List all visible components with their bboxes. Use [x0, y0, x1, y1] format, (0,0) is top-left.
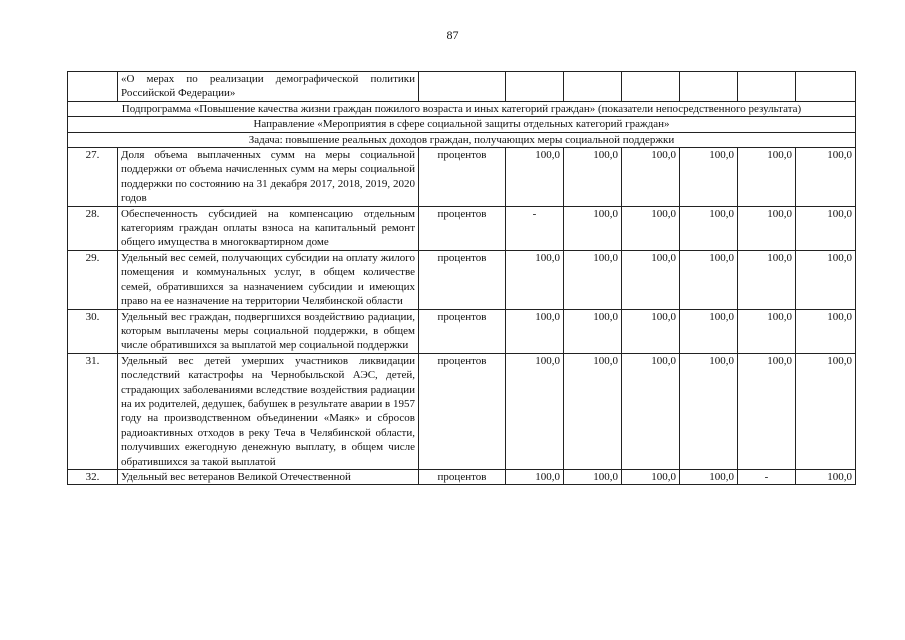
value-cell: 100,0: [738, 250, 796, 309]
empty-cell: [506, 72, 564, 102]
subprogram-heading: Подпрограмма «Повышение качества жизни граждан пожилого возраста и иных категорий граждан» (показатели непосредственного результата): [68, 101, 856, 116]
value-cell: 100,0: [506, 309, 564, 353]
page-number: 87: [446, 28, 459, 42]
value-cell: 100,0: [738, 309, 796, 353]
indicator-name: Удельный вес детей умерших участников ликвидации последствий катастрофы на Чернобыльской АЭС, детей, страдающих заболеваниями вследствие воздействия радиации на их родителей, дедушек, бабушек в результате аварии в 1957 году на производственном объединении «Маяк» и сбросов радиоактивных отходов в реку Теча в Челябинской области, получивших ежегодную денежную выплату, в общем числе обратившихся за такой выплатой: [118, 353, 419, 469]
indicator-name: Доля объема выплаченных сумм на меры социальной поддержки от объема начисленных сумм на меры социальной поддержки по состоянию на 31 декабря 2017, 2018, 2019, 2020 годов: [118, 148, 419, 207]
value-cell: 100,0: [680, 206, 738, 250]
value-cell: 100,0: [622, 206, 680, 250]
indicator-name: Удельный вес граждан, подвергшихся воздействию радиации, которым выплачены меры социальной поддержки, в общем числе обратившихся за выплатой мер социальной поддержки: [118, 309, 419, 353]
empty-cell: [68, 72, 118, 102]
task-row: [68, 132, 856, 147]
value-cell: 100,0: [738, 353, 796, 469]
row-number: 30.: [68, 309, 118, 353]
continuation-row: [68, 72, 856, 102]
value-cell: 100,0: [564, 309, 622, 353]
value-cell: 100,0: [680, 309, 738, 353]
value-cell: 100,0: [506, 469, 564, 484]
subprogram-row: [68, 101, 856, 116]
value-cell: 100,0: [506, 353, 564, 469]
value-cell: 100,0: [564, 206, 622, 250]
value-cell: 100,0: [622, 250, 680, 309]
value-cell: 100,0: [738, 206, 796, 250]
value-cell: 100,0: [796, 353, 856, 469]
unit-cell: процентов: [419, 469, 506, 484]
value-cell: 100,0: [738, 148, 796, 207]
value-cell: 100,0: [680, 148, 738, 207]
unit-cell: процентов: [419, 250, 506, 309]
value-cell: 100,0: [680, 250, 738, 309]
table-row: [68, 206, 856, 250]
empty-cell: [680, 72, 738, 102]
indicators-table: [67, 71, 856, 485]
table-row: [68, 250, 856, 309]
row-number: 31.: [68, 353, 118, 469]
table-row: [68, 309, 856, 353]
unit-cell: процентов: [419, 206, 506, 250]
indicator-name: Обеспеченность субсидией на компенсацию отдельным категориям граждан оплаты взноса на капитальный ремонт общего имущества в многоквартирном доме: [118, 206, 419, 250]
value-cell: 100,0: [796, 250, 856, 309]
value-cell: 100,0: [796, 469, 856, 484]
value-cell: 100,0: [506, 148, 564, 207]
value-cell: 100,0: [622, 148, 680, 207]
value-cell: 100,0: [680, 353, 738, 469]
unit-cell: процентов: [419, 309, 506, 353]
empty-cell: [622, 72, 680, 102]
empty-cell: [564, 72, 622, 102]
value-cell: 100,0: [796, 309, 856, 353]
row-number: 32.: [68, 469, 118, 484]
value-cell: -: [738, 469, 796, 484]
table-row: [68, 469, 856, 484]
value-cell: 100,0: [622, 353, 680, 469]
value-cell: -: [506, 206, 564, 250]
value-cell: 100,0: [564, 250, 622, 309]
value-cell: 100,0: [622, 469, 680, 484]
direction-row: [68, 117, 856, 132]
value-cell: 100,0: [564, 469, 622, 484]
empty-cell: [419, 72, 506, 102]
value-cell: 100,0: [506, 250, 564, 309]
indicator-name: Удельный вес ветеранов Великой Отечественной: [118, 469, 419, 484]
row-number: 29.: [68, 250, 118, 309]
empty-cell: [738, 72, 796, 102]
unit-cell: процентов: [419, 353, 506, 469]
row-number: 27.: [68, 148, 118, 207]
value-cell: 100,0: [622, 309, 680, 353]
value-cell: 100,0: [564, 353, 622, 469]
task-heading: Задача: повышение реальных доходов граждан, получающих меры социальной поддержки: [68, 132, 856, 147]
value-cell: 100,0: [564, 148, 622, 207]
indicator-name: Удельный вес семей, получающих субсидии на оплату жилого помещения и коммунальных услуг, в общем количестве семей, обратившихся за назначением субсидии и имеющих право на ее назначение на территории Челябинской области: [118, 250, 419, 309]
row-number: 28.: [68, 206, 118, 250]
value-cell: 100,0: [796, 206, 856, 250]
empty-cell: [796, 72, 856, 102]
direction-heading: Направление «Мероприятия в сфере социальной защиты отдельных категорий граждан»: [68, 117, 856, 132]
continuation-text: «О мерах по реализации демографической политики Российской Федерации»: [118, 72, 419, 102]
value-cell: 100,0: [680, 469, 738, 484]
table-row: [68, 353, 856, 469]
unit-cell: процентов: [419, 148, 506, 207]
table-row: [68, 148, 856, 207]
value-cell: 100,0: [796, 148, 856, 207]
